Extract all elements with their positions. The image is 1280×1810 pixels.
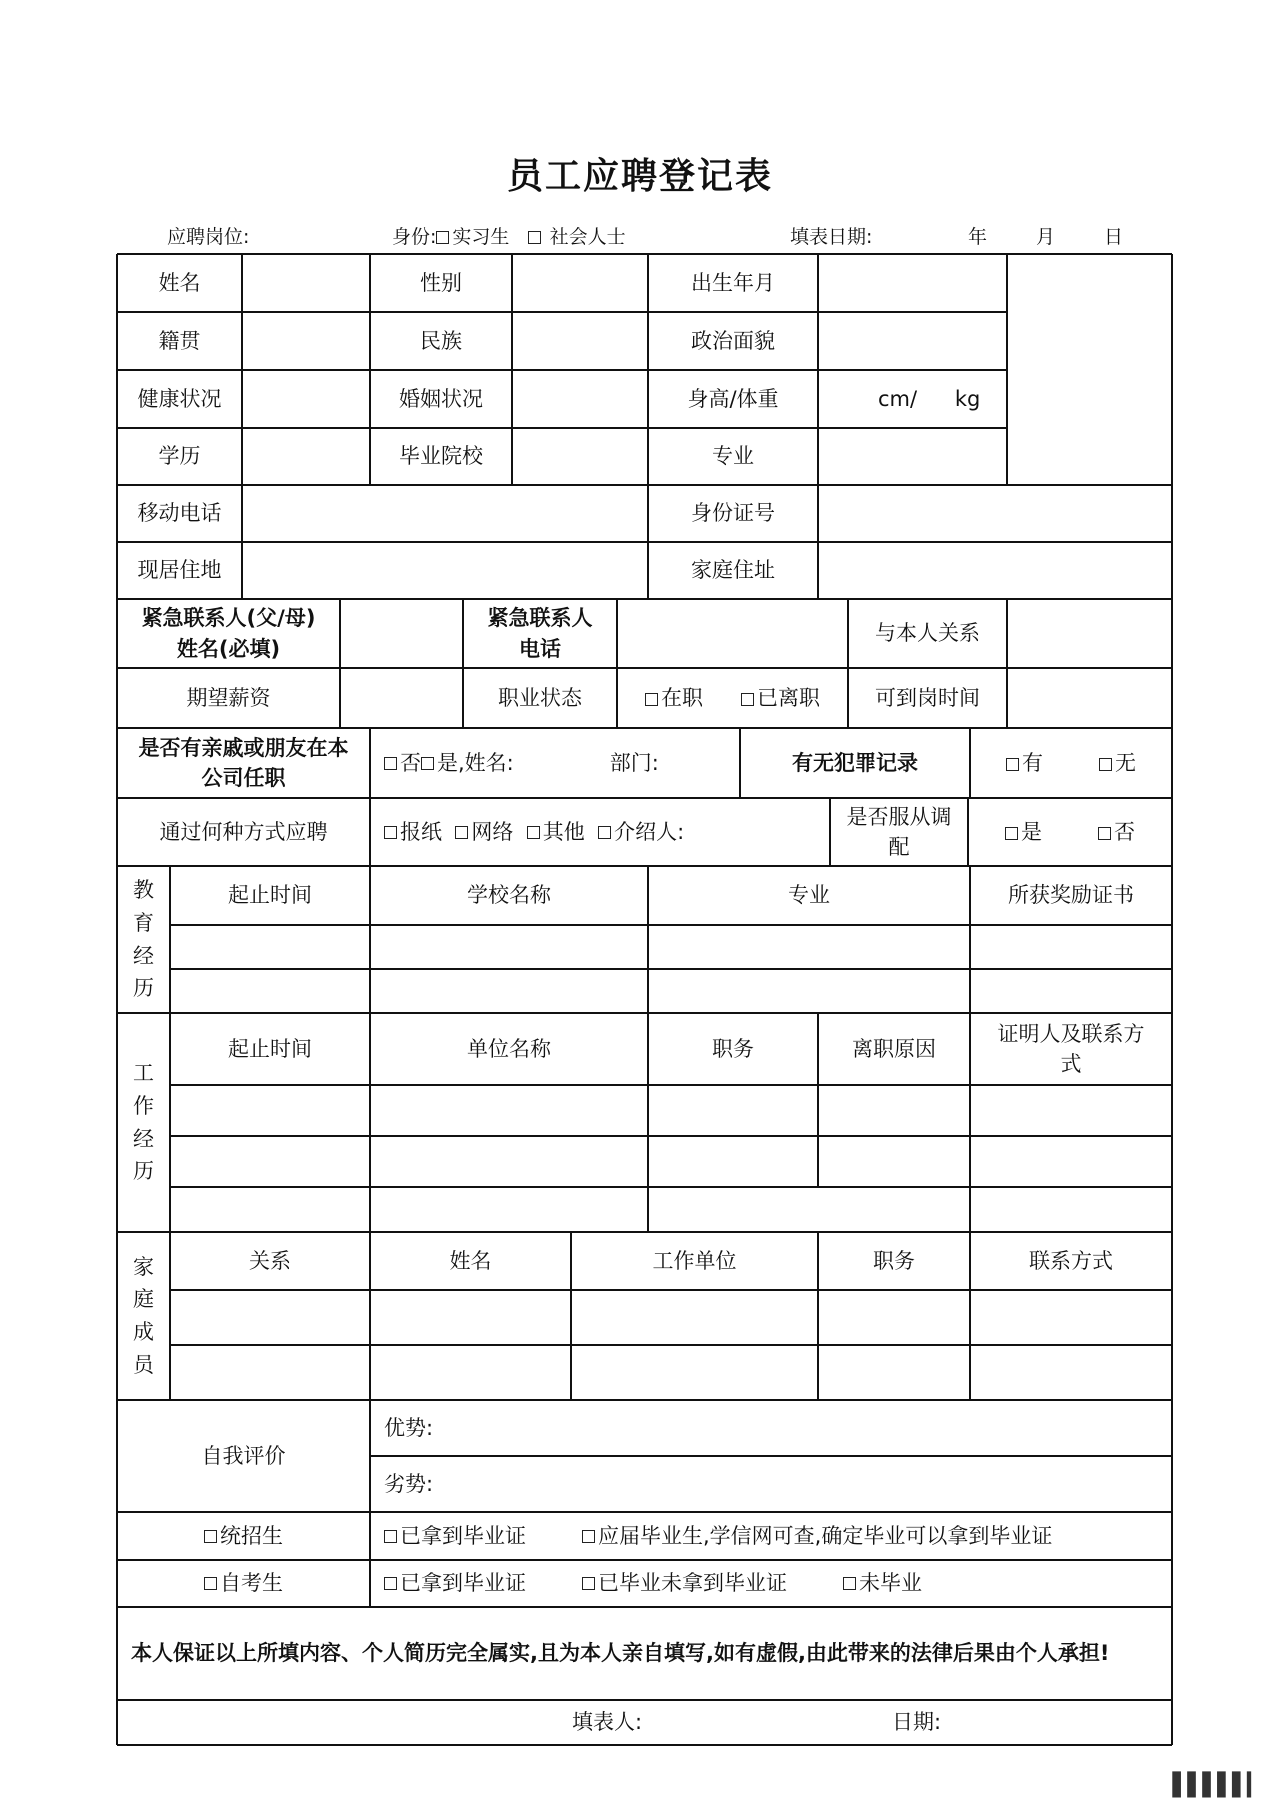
unified-text: 统招生 [220, 1523, 283, 1548]
political-input[interactable] [818, 312, 1007, 370]
mobile-input[interactable] [242, 485, 648, 542]
criminal-have-text: 有 [1022, 750, 1043, 775]
family-col-0: 关系 [249, 1248, 291, 1273]
criminal-none-text: 无 [1115, 750, 1136, 775]
graduated-no-cert-text: 已毕业未拿到毕业证 [598, 1571, 787, 1596]
obey-line2: 配 [888, 835, 910, 859]
education-label-cell [117, 428, 242, 485]
native-label: 籍贯 [158, 328, 201, 353]
family-section-label [117, 1232, 170, 1400]
education-section-label [117, 866, 170, 1013]
available-label-cell [848, 668, 1007, 728]
identity-intern: 实习生 [452, 226, 510, 248]
birth-input[interactable] [818, 254, 1007, 312]
other-text: 其他 [542, 819, 585, 844]
family-input[interactable] [370, 1345, 571, 1400]
work-input[interactable] [370, 1187, 648, 1232]
school-input[interactable] [512, 428, 648, 485]
family-section-label-char: 成 [133, 1320, 154, 1344]
health-label: 健康状况 [137, 386, 222, 411]
unified-cert-text: 已拿到毕业证 [400, 1523, 526, 1548]
family-input[interactable] [170, 1345, 370, 1400]
education-section-label-char: 历 [133, 976, 154, 1001]
strengths-text: 优势: [384, 1415, 434, 1440]
available-input[interactable] [1007, 668, 1172, 728]
education-col-0: 起止时间 [228, 883, 312, 908]
job-status-label-cell [463, 668, 617, 728]
work-input[interactable] [170, 1187, 370, 1232]
obey-yes-text: 是 [1021, 819, 1042, 844]
emergency-name-line2: 姓名(必填) [176, 636, 281, 661]
idcard-input[interactable] [818, 485, 1172, 542]
health-label-cell [117, 370, 242, 428]
education-input[interactable] [970, 969, 1172, 1013]
date-year: 年 [968, 226, 988, 248]
newspaper-text: 报纸 [400, 819, 442, 844]
obey-options[interactable] [968, 798, 1172, 866]
work-col-1: 单位名称 [467, 1036, 551, 1061]
obey-label [830, 798, 968, 866]
work-col-1-cell [370, 1013, 648, 1085]
education-col-3-cell [970, 866, 1172, 925]
work-input[interactable] [648, 1187, 970, 1232]
family-input[interactable] [970, 1345, 1172, 1400]
unified-option[interactable] [117, 1512, 370, 1560]
checkbox-other[interactable] [527, 826, 540, 839]
family-input[interactable] [818, 1345, 970, 1400]
signature-row[interactable] [117, 1700, 1172, 1745]
major-label: 专业 [712, 444, 754, 469]
work-col-2-cell [648, 1013, 818, 1085]
education-input[interactable] [170, 925, 370, 969]
work-section-label-char: 工 [133, 1061, 154, 1086]
relation-label-cell [848, 599, 1007, 668]
health-input[interactable] [242, 370, 370, 428]
checkbox-self-study[interactable] [204, 1577, 217, 1590]
reference-line1: 证明人及联系方 [997, 1021, 1145, 1046]
referrer-text: 介绍人: [614, 819, 685, 844]
job-status-label: 职业状态 [498, 685, 582, 710]
work-input[interactable] [170, 1085, 370, 1136]
checkbox-criminal-have[interactable] [1006, 758, 1019, 771]
work-input[interactable] [818, 1136, 970, 1187]
channel-label-cell [117, 798, 370, 866]
education-section-label-char: 育 [133, 910, 154, 935]
education-input[interactable] [370, 969, 648, 1013]
checkbox-unified-cert[interactable] [384, 1530, 397, 1543]
major-label-cell [648, 428, 818, 485]
work-input[interactable] [370, 1136, 648, 1187]
checkbox-self-cert[interactable] [384, 1577, 397, 1590]
education-label: 学历 [158, 444, 201, 469]
family-col-3-cell [818, 1232, 970, 1290]
fresh-text: 应届毕业生,学信网可查,确定毕业可以拿到毕业证 [598, 1523, 1053, 1548]
self-eval-label: 自我评价 [201, 1443, 286, 1468]
identity-label: 身份: [392, 226, 437, 248]
watermark-logo: ▌▌▌▌▌▎ [1172, 1773, 1262, 1798]
footer-date-text: 日期: [892, 1710, 942, 1735]
current-address-input[interactable] [242, 542, 648, 599]
school-label-cell [370, 428, 512, 485]
family-section-label-char: 庭 [133, 1287, 154, 1312]
checkbox-resigned[interactable] [741, 693, 754, 706]
name-label-cell [117, 254, 242, 312]
work-input[interactable] [818, 1085, 970, 1136]
network-text: 网络 [471, 819, 514, 844]
checkbox-newspaper[interactable] [384, 826, 397, 839]
checkbox-fresh[interactable] [582, 1530, 595, 1543]
channel-options[interactable] [370, 798, 830, 866]
home-address-label-cell [648, 542, 818, 599]
checkbox-obey-no[interactable] [1098, 827, 1111, 840]
checkbox-graduated-no-cert[interactable] [582, 1577, 595, 1590]
work-col-2: 职务 [712, 1036, 754, 1061]
kg-unit: kg [954, 386, 981, 411]
education-col-2-cell [648, 866, 970, 925]
work-col-3: 离职原因 [852, 1036, 936, 1061]
strengths-input[interactable] [370, 1400, 1172, 1456]
photo-box[interactable] [1007, 254, 1172, 485]
available-label: 可到岗时间 [875, 685, 980, 710]
family-input[interactable] [170, 1290, 370, 1345]
work-input[interactable] [970, 1136, 1172, 1187]
height-weight-input[interactable] [818, 370, 1007, 428]
education-input[interactable] [242, 428, 370, 485]
home-address-input[interactable] [818, 542, 1172, 599]
checkbox-criminal-none[interactable] [1099, 758, 1112, 771]
work-input[interactable] [370, 1085, 648, 1136]
birth-label-cell [648, 254, 818, 312]
reference-line2: 式 [1060, 1052, 1082, 1076]
idcard-label: 身份证号 [691, 501, 775, 526]
checkbox-relatives-no[interactable] [384, 757, 397, 770]
ethnic-input[interactable] [512, 312, 648, 370]
current-address-label-cell [117, 542, 242, 599]
criminal-options[interactable] [970, 728, 1172, 798]
family-col-1: 姓名 [449, 1248, 492, 1273]
ethnic-label-cell [370, 312, 512, 370]
mobile-label: 移动电话 [137, 501, 222, 526]
work-section-label-char: 作 [133, 1093, 154, 1118]
checkbox-employed[interactable] [645, 693, 658, 706]
marital-label: 婚姻状况 [399, 386, 483, 411]
emergency-phone-line1: 紧急联系人 [487, 606, 593, 631]
weaknesses-input[interactable] [370, 1456, 1172, 1512]
native-label-cell [117, 312, 242, 370]
education-input[interactable] [970, 925, 1172, 969]
family-col-1-cell [370, 1232, 571, 1290]
idcard-label-cell [648, 485, 818, 542]
relatives-yes-text: 是,姓名: [437, 750, 514, 775]
education-section-label-char: 教 [133, 878, 154, 903]
relatives-question [117, 728, 370, 798]
name-label: 姓名 [158, 270, 201, 295]
job-status-options[interactable] [617, 668, 848, 728]
education-input[interactable] [648, 969, 970, 1013]
education-col-2: 专业 [788, 883, 830, 908]
obey-no-text: 否 [1114, 819, 1135, 844]
declaration-text: 本人保证以上所填内容、个人简历完全属实,且为本人亲自填写,如有虚假,由此带来的法律后果由个人承担! [131, 1640, 1110, 1665]
self-cert-text: 已拿到毕业证 [400, 1571, 526, 1596]
education-section-label-char: 经 [133, 943, 154, 968]
emergency-name-input[interactable] [340, 599, 463, 668]
emergency-phone-line2: 电话 [519, 636, 561, 661]
not-graduated-text: 未毕业 [859, 1571, 922, 1596]
marital-input[interactable] [512, 370, 648, 428]
political-label-cell [648, 312, 818, 370]
cm-unit: cm/ [877, 386, 918, 411]
salary-input[interactable] [340, 668, 463, 728]
home-address-label: 家庭住址 [691, 558, 775, 583]
relatives-q-line2: 公司任职 [201, 766, 286, 790]
channel-label: 通过何种方式应聘 [159, 819, 328, 844]
date-label: 填表日期: [790, 226, 873, 248]
education-col-1-cell [370, 866, 648, 925]
family-col-2: 工作单位 [652, 1248, 737, 1273]
relatives-options[interactable] [370, 728, 740, 798]
birth-label: 出生年月 [691, 270, 775, 295]
family-input[interactable] [970, 1290, 1172, 1345]
family-section-label-char: 员 [133, 1352, 154, 1377]
emergency-phone-label [463, 599, 617, 668]
family-col-0-cell [170, 1232, 370, 1290]
work-col-3-cell [818, 1013, 970, 1085]
major-input[interactable] [818, 428, 1007, 485]
marital-label-cell [370, 370, 512, 428]
native-input[interactable] [242, 312, 370, 370]
checkbox-relatives-yes[interactable] [421, 757, 434, 770]
family-input[interactable] [370, 1290, 571, 1345]
work-section-label-char: 历 [133, 1159, 154, 1184]
obey-line1: 是否服从调 [846, 804, 952, 829]
family-col-4-cell [970, 1232, 1172, 1290]
political-label: 政治面貌 [691, 328, 775, 353]
relatives-q-line1: 是否有亲戚或朋友在本 [138, 735, 349, 760]
ethnic-label: 民族 [420, 328, 462, 353]
identity-social: 社会人士 [549, 226, 626, 248]
unified-detail-options[interactable] [370, 1512, 1172, 1560]
gender-input[interactable] [512, 254, 648, 312]
criminal-label: 有无犯罪记录 [792, 750, 918, 775]
work-col-0-cell [170, 1013, 370, 1085]
checkbox-unified[interactable] [204, 1530, 217, 1543]
gender-label: 性别 [420, 270, 462, 295]
page-title: 员工应聘登记表 [506, 156, 773, 197]
self-eval-label-cell [117, 1400, 370, 1512]
gender-label-cell [370, 254, 512, 312]
height-weight-label-cell [648, 370, 818, 428]
salary-label-cell [117, 668, 340, 728]
education-input[interactable] [370, 925, 648, 969]
work-col-0: 起止时间 [228, 1036, 312, 1061]
checkbox-not-graduated[interactable] [843, 1577, 856, 1590]
employed-text: 在职 [661, 685, 703, 710]
relatives-no-text: 否 [400, 750, 421, 775]
salary-label: 期望薪资 [186, 685, 271, 710]
declaration [117, 1607, 1172, 1700]
position-label: 应聘岗位: [167, 226, 250, 248]
work-input[interactable] [170, 1136, 370, 1187]
family-input[interactable] [571, 1345, 818, 1400]
work-section-label-char: 经 [133, 1126, 154, 1151]
work-input[interactable] [970, 1085, 1172, 1136]
work-section-label [117, 1013, 170, 1232]
self-study-text: 自考生 [220, 1571, 283, 1596]
self-study-detail-options[interactable] [370, 1560, 1172, 1607]
work-input[interactable] [648, 1136, 818, 1187]
current-address-label: 现居住地 [137, 558, 222, 583]
family-col-4: 联系方式 [1029, 1248, 1113, 1273]
education-input[interactable] [648, 925, 970, 969]
name-input[interactable] [242, 254, 370, 312]
criminal-label-cell [740, 728, 970, 798]
date-day: 日 [1104, 226, 1124, 248]
relation-label: 与本人关系 [875, 621, 980, 646]
checkbox-obey-yes[interactable] [1005, 827, 1018, 840]
filler-text: 填表人: [572, 1710, 643, 1735]
relatives-dept-text: 部门: [609, 750, 659, 775]
weaknesses-text: 劣势: [384, 1471, 434, 1496]
mobile-label-cell [117, 485, 242, 542]
family-input[interactable] [818, 1290, 970, 1345]
emergency-phone-input[interactable] [617, 599, 848, 668]
family-section-label-char: 家 [133, 1254, 154, 1279]
self-study-option[interactable] [117, 1560, 370, 1607]
reference-label [970, 1013, 1172, 1085]
education-col-3: 所获奖励证书 [1008, 883, 1134, 908]
emergency-name-label [117, 599, 340, 668]
family-input[interactable] [571, 1290, 818, 1345]
education-col-1: 学校名称 [467, 883, 551, 908]
resigned-text: 已离职 [757, 685, 820, 710]
education-col-0-cell [170, 866, 370, 925]
relation-input[interactable] [1007, 599, 1172, 668]
date-month: 月 [1036, 226, 1056, 248]
education-input[interactable] [170, 969, 370, 1013]
family-col-2-cell [571, 1232, 818, 1290]
family-col-3: 职务 [873, 1248, 915, 1273]
work-input[interactable] [970, 1187, 1172, 1232]
school-label: 毕业院校 [399, 444, 483, 469]
height-weight-label: 身高/体重 [687, 386, 779, 411]
checkbox-referrer[interactable] [598, 826, 611, 839]
work-input[interactable] [648, 1085, 818, 1136]
emergency-name-line1: 紧急联系人(父/母) [141, 606, 316, 631]
checkbox-network[interactable] [455, 826, 468, 839]
